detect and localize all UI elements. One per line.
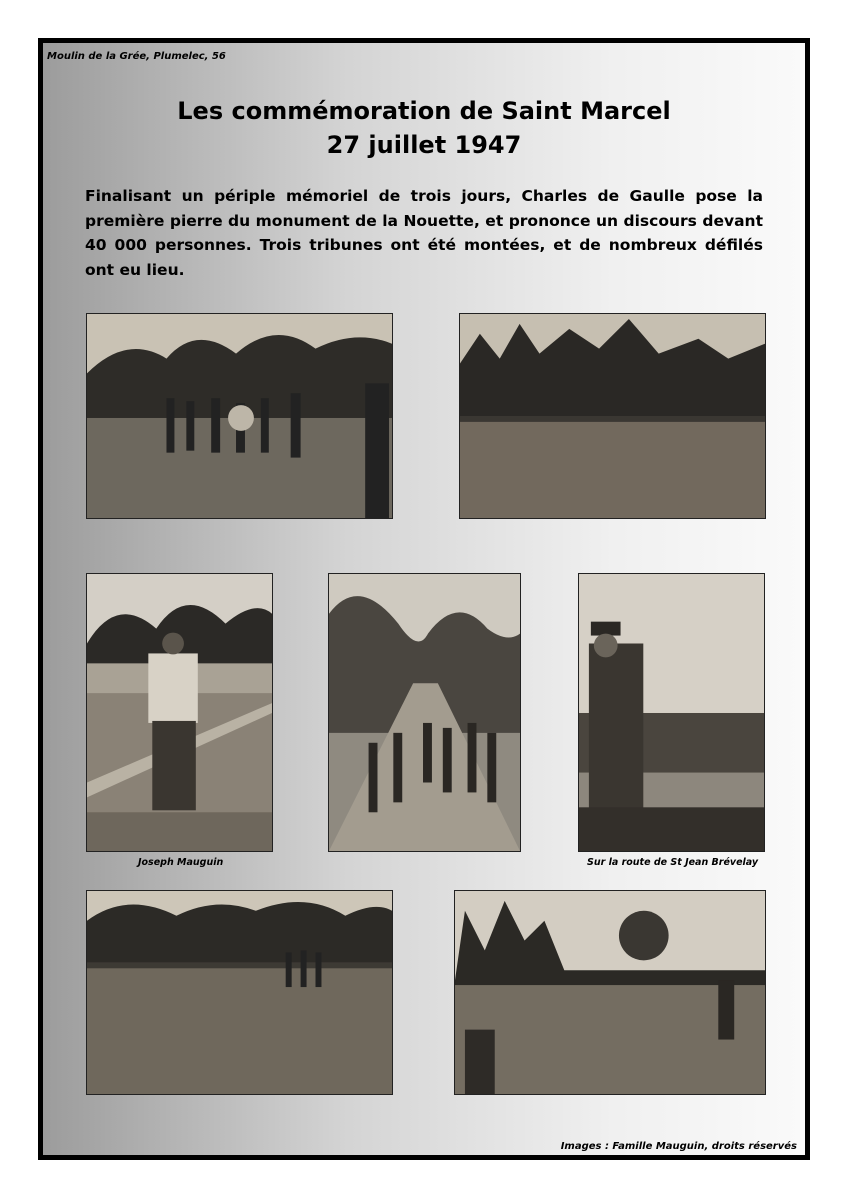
photo-joseph-mauguin bbox=[86, 573, 273, 852]
photo-de-gaulle bbox=[578, 573, 765, 852]
photo-ceremony-field bbox=[454, 890, 766, 1095]
page-date: 27 juillet 1947 bbox=[326, 131, 522, 159]
photo-crowd-field bbox=[86, 890, 393, 1095]
caption-joseph-mauguin: Joseph Mauguin bbox=[138, 857, 224, 868]
photo-marching-band bbox=[86, 313, 393, 519]
caption-route-st-jean: Sur la route de St Jean Brévelay bbox=[587, 857, 759, 868]
poster-frame bbox=[38, 38, 810, 1160]
photo-parade-road bbox=[328, 573, 521, 852]
intro-paragraph: Finalisant un périple mémoriel de trois jours, Charles de Gaulle pose la première pierre du monument de la Nouette, et prononce un discours devant 40 000 personnes. Trois tribunes ont été montées, et de nombreux défilés ont eu lieu. bbox=[85, 187, 763, 279]
location-label: Moulin de la Grée, Plumelec, 56 bbox=[47, 51, 226, 62]
image-credit: Images : Famille Mauguin, droits réservés bbox=[560, 1141, 797, 1152]
photo-troops-field bbox=[459, 313, 766, 519]
page-title: Les commémoration de Saint Marcel bbox=[177, 97, 671, 125]
